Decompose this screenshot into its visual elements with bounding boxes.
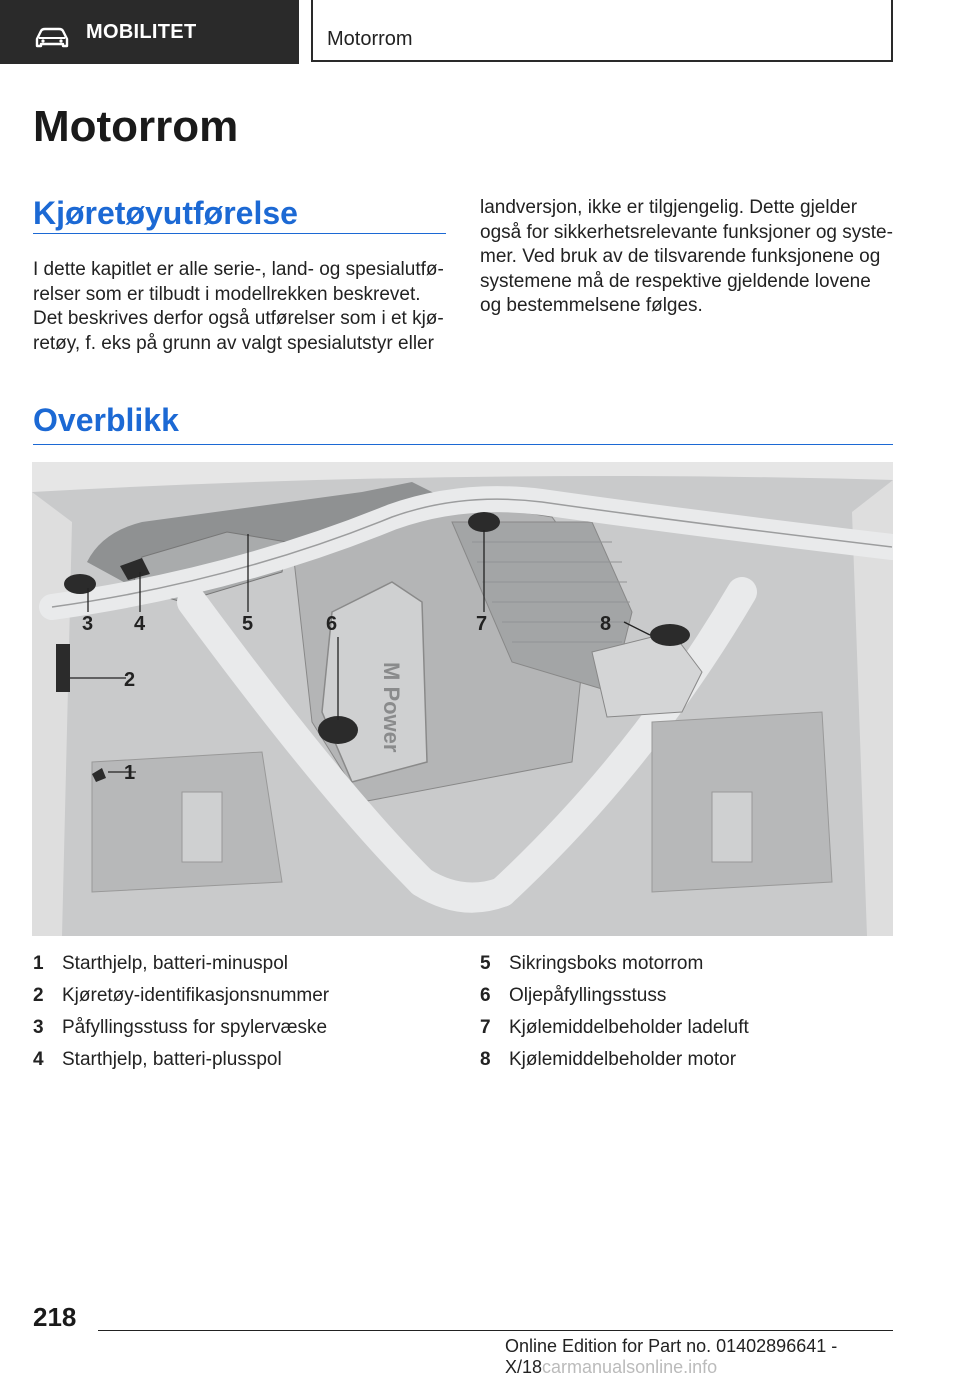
overview-heading: Overblikk — [33, 402, 179, 438]
callout-1: 1 — [124, 762, 136, 784]
legend-item: 2 Kjøretøy-identifikasjonsnummer — [33, 985, 330, 1006]
page-number: 218 — [33, 1302, 77, 1332]
callout-8: 8 — [600, 613, 612, 635]
chapter-tab — [311, 0, 893, 62]
legend-item: 4 Starthjelp, batteri-plusspol — [33, 1049, 282, 1070]
footer-rule — [98, 1330, 893, 1331]
chapter-label: Motorrom — [327, 28, 413, 50]
version-paragraph-right: landversjon, ikke er tilgjengelig. Dette gjelder også for sikkerhetsrelevante funksjoner og systemer. Ved bruk av de tilsvarende funksjonene og systemene må de respektive gjeldende lovene og bestemmelsene følges. — [480, 197, 893, 316]
edition-text: Online Edition for Part no. 01402896641 - X/18 — [505, 1336, 838, 1377]
heading-rule — [33, 444, 893, 445]
legend-item: 3 Påfyllingsstuss for spylervæske — [33, 1017, 328, 1038]
legend-item: 8 Kjølemiddelbeholder motor — [480, 1049, 737, 1070]
callout-6: 6 — [326, 613, 338, 635]
callout-4: 4 — [134, 613, 146, 635]
footer-edition — [505, 1336, 960, 1378]
heading-rule — [33, 233, 446, 234]
version-heading: Kjøretøyutførelse — [33, 195, 298, 231]
legend-item: 6 Oljepåfyllingsstuss — [480, 985, 667, 1006]
section-label: MOBILITET — [86, 21, 197, 43]
legend-item: 1 Starthjelp, batteri-minuspol — [33, 953, 288, 974]
car-icon — [34, 27, 70, 49]
watermark: carmanualsonline.info — [542, 1357, 718, 1377]
section-tab — [0, 0, 299, 64]
callout-5: 5 — [242, 613, 254, 635]
callout-3: 3 — [82, 613, 94, 635]
legend-item: 7 Kjølemiddelbeholder ladeluft — [480, 1017, 749, 1038]
engine-bay-illustration — [32, 462, 893, 936]
version-paragraph-left: I dette kapitlet er alle serie-, land- og spesialutførelser som er tilbudt i modellrekken beskrevet. Det beskrives derfor også utførelser som i et kjøretøy, f. eks på grunn av valgt spesialutstyr eller — [33, 259, 444, 354]
callout-2: 2 — [124, 669, 136, 691]
callout-7: 7 — [476, 613, 488, 635]
legend-right — [480, 949, 895, 1077]
m-power-logo: M Power — [379, 662, 404, 753]
legend-item: 5 Sikringsboks motorrom — [480, 953, 704, 974]
page-title: Motorrom — [33, 102, 239, 151]
legend-left — [33, 949, 453, 1077]
